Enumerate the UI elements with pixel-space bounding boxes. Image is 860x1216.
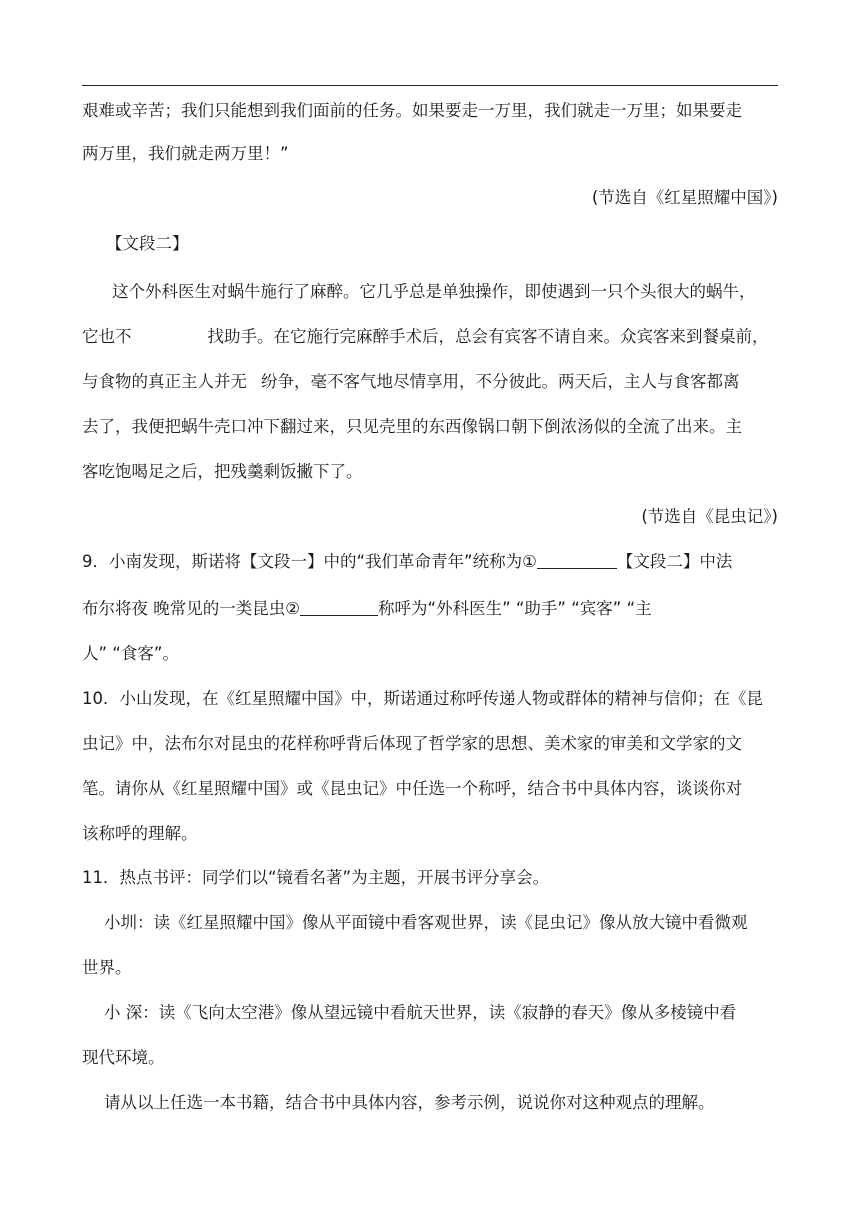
question-9 — [82, 551, 732, 573]
question-11: 11．热点书评：同学们以“镜看名著”为主题，开展书评分享会。 — [82, 868, 550, 887]
q11-instruction: 请从以上任选一本书籍，结合书中具体内容，参考示例，说说你对这种观点的理解。 — [104, 1093, 715, 1112]
question-10: 该称呼的理解。 — [82, 824, 198, 843]
passage2-line — [82, 326, 769, 348]
q9-text: 【文段二】中法 — [616, 552, 733, 571]
passage2-line: 这个外科医生对蜗牛施行了麻醉。它几乎总是单独操作，即使遇到一只个头很大的蜗牛， — [112, 282, 756, 301]
header-rule — [82, 85, 778, 86]
question-9: 人” “食客”。 — [82, 644, 179, 663]
q11-xiaozhen: 小圳：读《红星照耀中国》像从平面镜中看客观世界，读《昆虫记》像从放大镜中看微观 — [104, 913, 748, 932]
q11-xiaoshen: 现代环境。 — [82, 1048, 165, 1067]
passage2-line: 去了，我便把蜗牛壳口冲下翻过来，只见壳里的东西像锅口朝下倒浓汤似的全流了出来。主 — [82, 417, 742, 436]
passage2-line: 客吃饱喝足之后，把残羹剩饭撇下了。 — [82, 462, 363, 481]
passage1-line: 两万里，我们就走两万里！” — [82, 144, 289, 163]
question-10: 10．小山发现，在《红星照耀中国》中，斯诺通过称呼传递人物或群体的精神与信仰；在《昆 — [82, 689, 763, 708]
q9-text: 布尔将夜 晚常见的一类昆虫② — [82, 599, 301, 618]
q9-text: 9．小南发现，斯诺将【文段一】中的“我们革命青年”统称为① — [82, 552, 537, 571]
q11-xiaozhen: 世界。 — [82, 958, 132, 977]
passage2-text: 纷争，毫不客气地尽情享用，不分彼此。两天后，主人与食客都离 — [261, 372, 740, 391]
passage2-text: 与食物的真正主人并无 — [82, 372, 247, 391]
q9-text: 称呼为“外科医生” “助手” “宾客” “主 — [378, 599, 652, 618]
answer-blank-1[interactable] — [537, 552, 617, 569]
question-10: 笔。请你从《红星照耀中国》或《昆虫记》中任选一个称呼，结合书中具体内容，谈谈你对 — [82, 779, 742, 798]
passage2-text: 找助手。在它施行完麻醉手术后，总会有宾客不请自来。众宾客来到餐桌前， — [207, 327, 769, 346]
passage2-heading: 【文段二】 — [106, 234, 189, 253]
passage1-line: 艰难或辛苦；我们只能想到我们面前的任务。如果要走一万里，我们就走一万里；如果要走 — [82, 101, 742, 120]
passage1-source: (节选自《红星照耀中国》) — [591, 188, 778, 207]
answer-blank-2[interactable] — [300, 599, 378, 616]
question-10: 虫记》中，法布尔对昆虫的花样称呼背后体现了哲学家的思想、美术家的审美和文学家的文 — [82, 734, 742, 753]
passage2-line — [82, 371, 740, 393]
question-9 — [82, 598, 652, 620]
passage2-text: 它也不 — [82, 327, 132, 346]
passage2-source: (节选自《昆虫记》) — [641, 507, 778, 526]
q11-xiaoshen: 小 深：读《飞向太空港》像从望远镜中看航天世界，读《寂静的春天》像从多棱镜中看 — [104, 1003, 737, 1022]
